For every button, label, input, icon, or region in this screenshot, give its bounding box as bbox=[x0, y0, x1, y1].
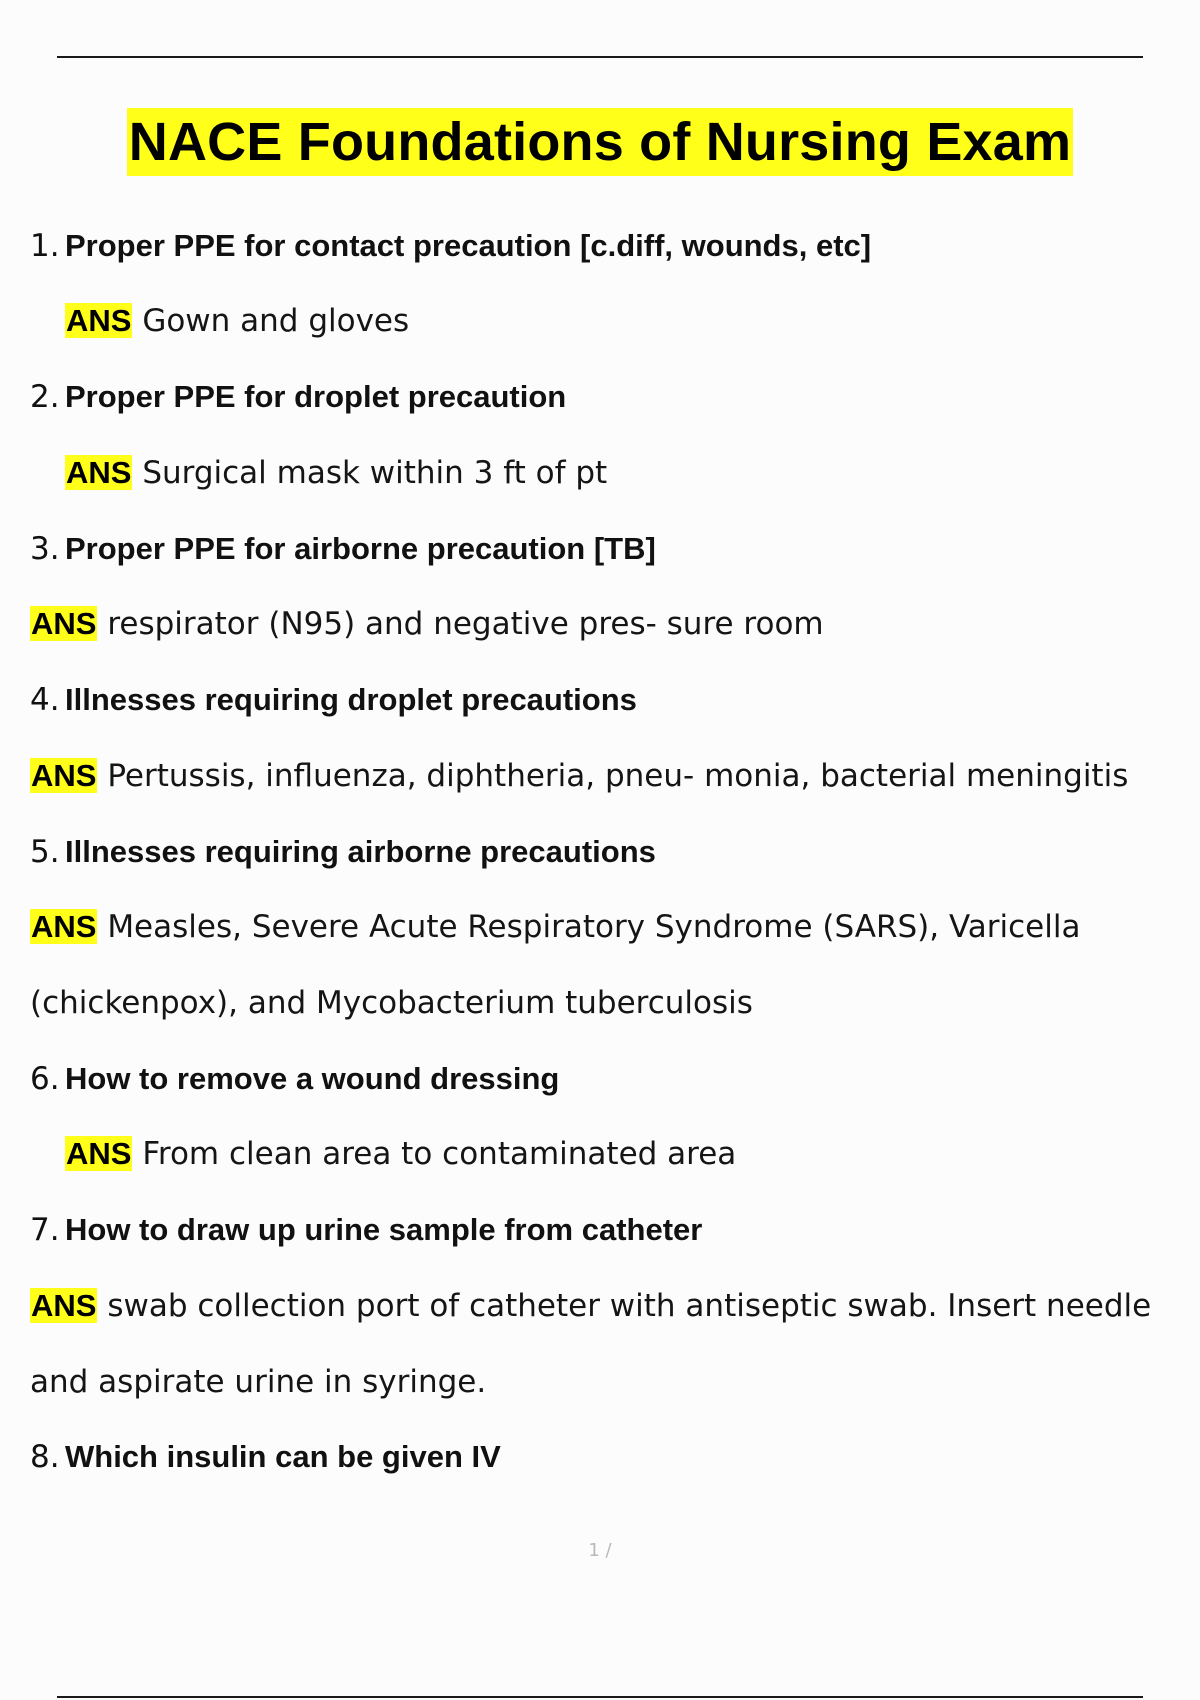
answer-label: ANS bbox=[31, 1288, 97, 1323]
answer-6 bbox=[65, 1134, 736, 1174]
question-number: 5. bbox=[30, 834, 60, 870]
question-text: How to draw up urine sample from catheter bbox=[65, 1212, 703, 1247]
question-2 bbox=[30, 377, 566, 417]
question-7 bbox=[30, 1210, 702, 1250]
answer-label: ANS bbox=[31, 909, 97, 944]
question-number: 6. bbox=[30, 1061, 60, 1097]
question-text: Which insulin can be given IV bbox=[65, 1439, 501, 1474]
question-text: Proper PPE for droplet precaution bbox=[65, 379, 567, 414]
answer-text: Pertussis, influenza, diphtheria, pneu- monia, bacterial meningitis bbox=[107, 758, 1129, 794]
question-number: 4. bbox=[30, 682, 60, 718]
question-number: 3. bbox=[30, 531, 60, 567]
answer-4 bbox=[30, 756, 1128, 796]
answer-3 bbox=[30, 604, 824, 644]
answer-label: ANS bbox=[66, 1136, 132, 1171]
answer-text: swab collection port of catheter with antiseptic swab. Insert needle bbox=[107, 1288, 1152, 1324]
question-6 bbox=[30, 1059, 559, 1099]
question-number: 7. bbox=[30, 1212, 60, 1248]
bottom-divider bbox=[57, 1696, 1143, 1698]
answer-text: respirator (N95) and negative pres- sure room bbox=[107, 606, 824, 642]
question-5 bbox=[30, 832, 656, 872]
title-container bbox=[0, 108, 1200, 176]
answer-5 bbox=[30, 907, 1080, 947]
answer-1 bbox=[65, 301, 409, 341]
question-text: Proper PPE for airborne precaution [TB] bbox=[65, 531, 656, 566]
page-title: NACE Foundations of Nursing Exam bbox=[127, 108, 1073, 176]
question-4 bbox=[30, 680, 637, 720]
answer-label: ANS bbox=[31, 606, 97, 641]
question-text: Illnesses requiring droplet precautions bbox=[65, 682, 637, 717]
answer-label: ANS bbox=[31, 758, 97, 793]
question-text: How to remove a wound dressing bbox=[65, 1061, 560, 1096]
answer-text: From clean area to contaminated area bbox=[142, 1136, 737, 1172]
question-3 bbox=[30, 529, 656, 569]
answer-5-continuation: (chickenpox), and Mycobacterium tuberculosis bbox=[30, 985, 753, 1021]
question-number: 1. bbox=[30, 228, 60, 264]
answer-text: Measles, Severe Acute Respiratory Syndrome (SARS), Varicella bbox=[107, 909, 1081, 945]
answer-7 bbox=[30, 1286, 1151, 1326]
answer-text: Gown and gloves bbox=[142, 303, 410, 339]
question-8 bbox=[30, 1437, 501, 1477]
answer-label: ANS bbox=[66, 303, 132, 338]
answer-text: Surgical mask within 3 ft of pt bbox=[142, 455, 608, 491]
question-number: 2. bbox=[30, 379, 60, 415]
answer-7-continuation: and aspirate urine in syringe. bbox=[30, 1364, 487, 1400]
page-number: 1 / bbox=[588, 1540, 612, 1561]
question-text: Illnesses requiring airborne precautions bbox=[65, 834, 656, 869]
top-divider bbox=[57, 56, 1143, 58]
question-number: 8. bbox=[30, 1439, 60, 1475]
question-1 bbox=[30, 226, 871, 266]
question-text: Proper PPE for contact precaution [c.diff, wounds, etc] bbox=[65, 228, 872, 263]
answer-label: ANS bbox=[66, 455, 132, 490]
answer-2 bbox=[65, 453, 607, 493]
